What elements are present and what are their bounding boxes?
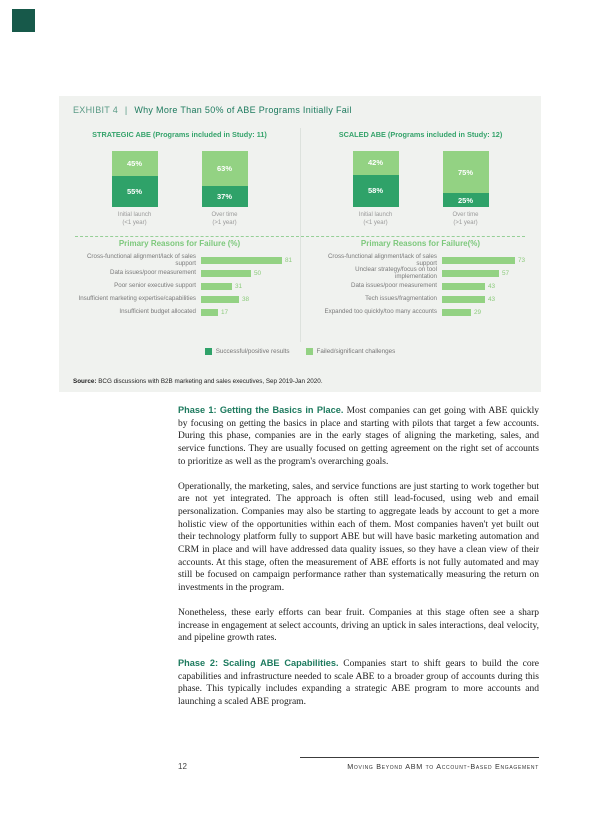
success-segment: 58%	[353, 175, 399, 207]
category-label	[359, 212, 392, 227]
reason-label: Poor senior executive support	[114, 282, 196, 290]
stacked-bar-group	[202, 151, 248, 227]
legend-swatch	[306, 348, 313, 355]
footer-rule	[300, 757, 539, 758]
reason-bar	[442, 283, 485, 290]
reason-label: Insufficient budget allocated	[119, 308, 196, 316]
exhibit-title-text: Why More Than 50% of ABE Programs Initially Fail	[134, 105, 352, 115]
stacked-bar	[353, 151, 399, 207]
paragraph-lead-heading: Phase 1: Getting the Basics in Place.	[178, 405, 344, 415]
reason-bar	[201, 309, 218, 316]
category-label	[211, 212, 237, 227]
reason-row	[59, 254, 300, 267]
reason-label: Data issues/poor measurement	[351, 282, 437, 290]
reason-row	[59, 267, 300, 280]
reason-label: Insufficient marketing expertise/capabilities	[78, 295, 196, 303]
reason-row	[300, 280, 541, 293]
exhibit-label: EXHIBIT 4	[73, 105, 119, 115]
reason-bar	[442, 257, 515, 264]
category-period: (>1 year)	[453, 219, 478, 226]
page-number: 12	[178, 762, 187, 771]
footer-report-title: Moving Beyond ABM to Account-Based Engagement	[347, 762, 539, 771]
scaled-reasons-heading: Primary Reasons for Failure(%)	[360, 239, 481, 248]
source-text: BCG discussions with B2B marketing and sales executives, Sep 2019-Jan 2020.	[96, 378, 323, 385]
reason-value: 17	[221, 309, 229, 316]
reason-value: 29	[474, 309, 482, 316]
category-name: Over time	[211, 212, 238, 218]
dashed-divider	[75, 236, 525, 237]
source-note	[73, 378, 323, 385]
reason-label: Unclear strategy/focus on tool implementation	[355, 265, 437, 280]
body-paragraph: Nonetheless, these early efforts can bear fruit. Companies at this stage often see a sharp increase in engagement at select accounts, driving an uptick in sales interactions, deal velocity, and pipeline growth rates.	[178, 607, 539, 644]
success-segment: 37%	[202, 186, 248, 207]
exhibit-columns	[59, 124, 541, 319]
chart-legend	[59, 348, 541, 355]
stacked-bar	[202, 151, 248, 207]
category-name: Initial launch	[358, 212, 393, 218]
paragraph-lead-heading: Phase 2: Scaling ABE Capabilities.	[178, 657, 339, 668]
body-paragraph: Operationally, the marketing, sales, and service functions are just starting to work together but are not yet integrated. The approach is often still lead-focused, using web and email personalization. Companies may also be starting to aggregate leads by account to get a more holistic view of the opportunities within each of them. Most companies haven't yet built out their technology platform fully to support ABE but will have basic marketing automation and CRM in place and will have addressed data quality issues, so they have a clean view of their accounts. At this stage, often the measurement of ABE efforts is not fully automated and may still be focused on campaign performance rather than systematically measuring the return on investments in the program.	[178, 481, 539, 594]
scaled-stacked-chart	[300, 151, 541, 227]
reason-label: Cross-functional alignment/lack of sales support	[327, 252, 437, 267]
scaled-reasons-chart	[300, 254, 541, 319]
reason-row	[300, 306, 541, 319]
strategic-reasons-chart	[59, 254, 300, 319]
stacked-bar	[443, 151, 489, 207]
reason-bar	[201, 270, 251, 277]
failed-segment: 63%	[202, 151, 248, 186]
reason-row	[59, 280, 300, 293]
failed-segment: 45%	[112, 151, 158, 176]
reason-value: 50	[254, 270, 262, 277]
category-period: (>1 year)	[212, 219, 237, 226]
reason-value: 43	[488, 283, 496, 290]
reason-bar	[442, 270, 499, 277]
legend-label: Successful/positive results	[215, 348, 290, 355]
reason-row	[300, 267, 541, 280]
scaled-abe-column	[300, 124, 541, 319]
legend-item	[306, 348, 396, 355]
page-footer	[178, 762, 539, 771]
stacked-bar-group	[443, 151, 489, 227]
category-name: Initial launch	[117, 212, 152, 218]
exhibit-title	[73, 105, 352, 115]
strategic-abe-heading: STRATEGIC ABE (Programs included in Study: 11)	[92, 130, 267, 139]
strategic-stacked-chart	[59, 151, 300, 227]
reason-bar	[442, 296, 485, 303]
reason-row	[59, 306, 300, 319]
reason-label: Data issues/poor measurement	[110, 269, 196, 277]
strategic-reasons-heading: Primary Reasons for Failure (%)	[118, 239, 241, 248]
reason-label: Cross-functional alignment/lack of sales support	[86, 252, 196, 267]
stacked-bar	[112, 151, 158, 207]
stacked-bar-group	[353, 151, 399, 227]
reason-row	[59, 293, 300, 306]
legend-item	[205, 348, 290, 355]
reason-value: 31	[235, 283, 243, 290]
failed-segment: 75%	[443, 151, 489, 193]
reason-value: 81	[285, 257, 293, 264]
reason-bar	[442, 309, 471, 316]
body-copy	[178, 404, 539, 721]
category-name: Over time	[452, 212, 479, 218]
exhibit-panel	[59, 96, 541, 392]
reason-bar	[201, 283, 232, 290]
category-period: (<1 year)	[122, 219, 147, 226]
reason-value: 73	[518, 257, 526, 264]
reason-value: 57	[502, 270, 510, 277]
scaled-abe-heading: SCALED ABE (Programs included in Study: 12)	[338, 130, 503, 139]
body-paragraph: Phase 2: Scaling ABE Capabilities. Companies start to shift gears to build the core capabilities and infrastructure needed to scale ABE to a broader group of accounts during this phase. This typically includes expanding a strategic ABE program to more accounts and launching a scaled ABE program.	[178, 657, 539, 708]
success-segment: 25%	[443, 193, 489, 207]
reason-bar	[201, 296, 239, 303]
category-period: (<1 year)	[363, 219, 388, 226]
failed-segment: 42%	[353, 151, 399, 175]
legend-swatch	[205, 348, 212, 355]
category-label	[452, 212, 478, 227]
reason-label: Expanded too quickly/too many accounts	[324, 308, 437, 316]
reason-value: 43	[488, 296, 496, 303]
reason-bar	[201, 257, 282, 264]
reason-value: 38	[242, 296, 250, 303]
success-segment: 55%	[112, 176, 158, 207]
stacked-bar-group	[112, 151, 158, 227]
reason-row	[300, 293, 541, 306]
category-label	[118, 212, 151, 227]
body-paragraph: Phase 1: Getting the Basics in Place. Most companies can get going with ABE quickly by focusing on getting the basics in place and starting with pilots that target a few accounts. During this phase, companies are in the early stages of aligning the marketing, sales, and service functions. They are usually focused on getting agreement on the right set of accounts to prioritize as well as the program's overarching goals.	[178, 405, 540, 467]
legend-label: Failed/significant challenges	[316, 348, 396, 355]
reason-label: Tech issues/fragmentation	[365, 295, 437, 303]
exhibit-title-separator: |	[124, 105, 128, 115]
source-label: Source:	[73, 378, 97, 385]
brand-corner-mark	[12, 9, 35, 32]
strategic-abe-column	[59, 124, 300, 319]
